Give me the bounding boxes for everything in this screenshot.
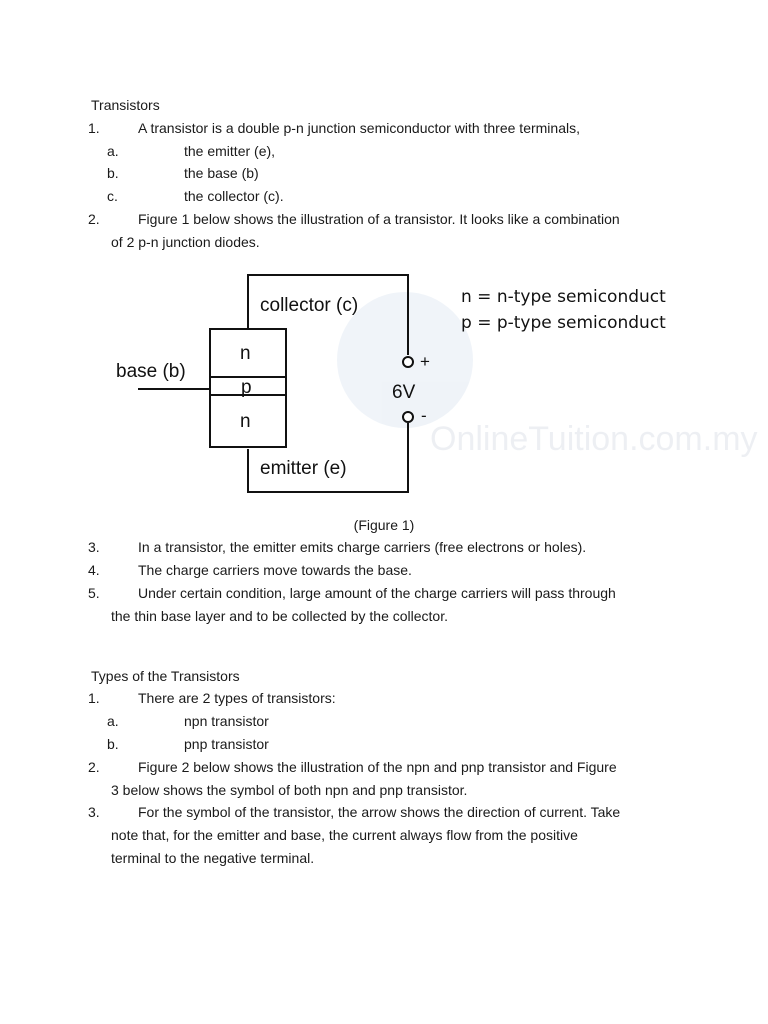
- list-number: 1.: [88, 120, 100, 136]
- list-item-text: A transistor is a double p-n junction semiconductor with three terminals,: [138, 120, 580, 136]
- figure-caption: (Figure 1): [353, 517, 415, 533]
- list-number: 2.: [88, 211, 100, 227]
- sublist-label: a.: [107, 143, 119, 159]
- list-number: 2.: [88, 759, 100, 775]
- list-number: 5.: [88, 585, 100, 601]
- legend-n-type: n = n-type semiconduct: [461, 287, 666, 307]
- list-item-continuation: of 2 p-n junction diodes.: [111, 234, 260, 250]
- voltage-label: 6V: [392, 382, 416, 403]
- emitter-label: emitter (e): [260, 458, 347, 479]
- list-item-text: In a transistor, the emitter emits charge carriers (free electrons or holes).: [138, 539, 587, 555]
- legend-p-type: p = p-type semiconduct: [461, 313, 666, 333]
- list-item-text: The charge carriers move towards the base.: [138, 562, 412, 578]
- list-item-continuation: 3 below shows the symbol of both npn and pnp transistor.: [111, 782, 468, 798]
- sublist-label: a.: [107, 713, 119, 729]
- list-item-text: Figure 1 below shows the illustration of a transistor. It looks like a combination: [138, 211, 620, 227]
- sublist-label: b.: [107, 736, 119, 752]
- sublist-label: b.: [107, 165, 119, 181]
- sublist-item-text: the emitter (e),: [184, 143, 276, 159]
- list-number: 3.: [88, 804, 100, 820]
- list-item-continuation: terminal to the negative terminal.: [111, 850, 315, 866]
- list-item-text: Figure 2 below shows the illustration of the npn and pnp transistor and Figure: [138, 759, 617, 775]
- section-heading-types: Types of the Transistors: [91, 668, 240, 684]
- minus-sign: -: [421, 406, 427, 425]
- layer-n-top: n: [240, 343, 251, 364]
- list-item-text: For the symbol of the transistor, the arrow shows the direction of current. Take: [138, 804, 621, 820]
- list-item-text: There are 2 types of transistors:: [138, 690, 336, 706]
- sublist-item-text: the base (b): [184, 165, 259, 181]
- list-item-continuation: note that, for the emitter and base, the current always flow from the positive: [111, 827, 578, 843]
- sublist-label: c.: [107, 188, 118, 204]
- list-number: 4.: [88, 562, 100, 578]
- collector-label: collector (c): [260, 295, 359, 316]
- layer-p-mid: p: [241, 377, 252, 398]
- transistor-figure: [100, 255, 758, 510]
- watermark-text: OnlineTuition.com.my: [430, 420, 758, 458]
- list-item-continuation: the thin base layer and to be collected by the collector.: [111, 608, 448, 624]
- base-label: base (b): [116, 361, 186, 382]
- section-heading-transistors: Transistors: [91, 97, 160, 113]
- negative-terminal: [403, 412, 413, 422]
- positive-terminal: [403, 357, 413, 367]
- sublist-item-text: the collector (c).: [184, 188, 284, 204]
- list-number: 1.: [88, 690, 100, 706]
- plus-sign: +: [420, 352, 430, 371]
- list-number: 3.: [88, 539, 100, 555]
- sublist-item-text: npn transistor: [184, 713, 269, 729]
- layer-n-bot: n: [240, 411, 251, 432]
- list-item-text: Under certain condition, large amount of the charge carriers will pass through: [138, 585, 616, 601]
- sublist-item-text: pnp transistor: [184, 736, 269, 752]
